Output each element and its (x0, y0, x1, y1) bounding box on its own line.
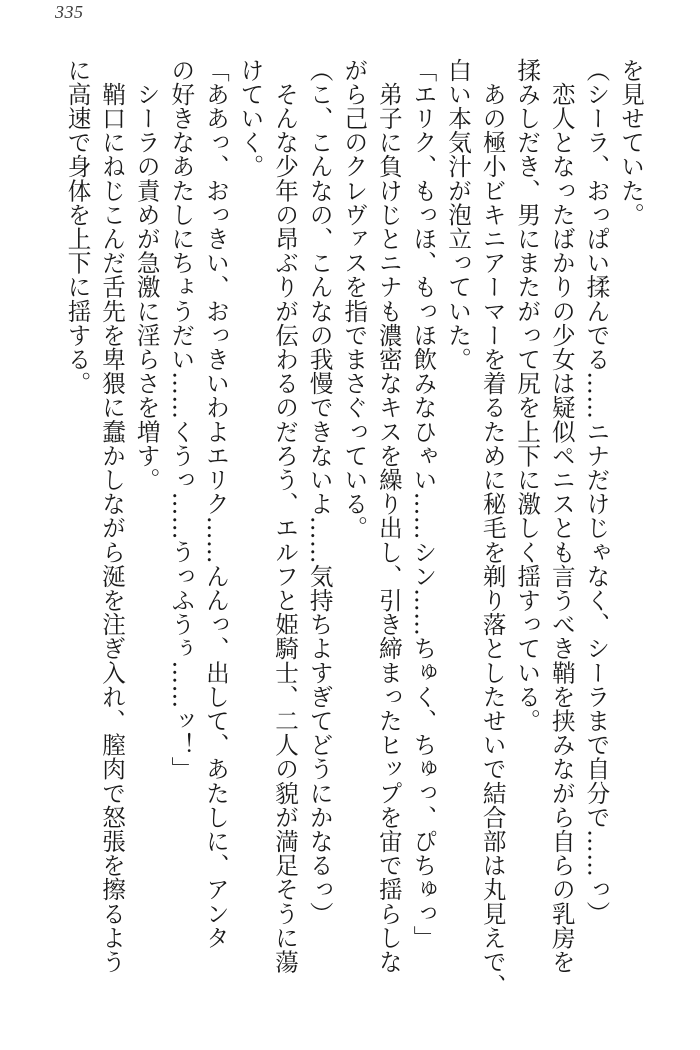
text-line: を見せていた。 (617, 58, 645, 227)
text-line: シーラの責めが急激に淫らさを増す。 (132, 58, 161, 492)
text-line: がら己のクレヴァスを指でまさぐっている。 (340, 58, 369, 540)
text-line: けていく。 (236, 58, 265, 179)
text-line: （こ、こんなの、こんなの我慢できないよ……気持ちよすぎてどうにかなるっ） (305, 58, 334, 926)
text-line: の好きなあたしにちょうだい……くうっ……うっふうぅ……ッ！」 (167, 58, 196, 781)
text-line: 弟子に負けじとニナも濃密なキスを繰り出し、引き締まったヒップを宙で揺らしな (374, 58, 403, 974)
vertical-text-body (60, 58, 648, 1018)
text-line: 揉みしだき、男にまたがって尻を上下に激しく揺すっている。 (513, 58, 542, 733)
text-line: そんな少年の昂ぶりが伝わるのだろう、エルフと姫騎士、二人の貌が満足そうに蕩 (271, 58, 300, 974)
text-line: 「ああっ、おっきい、おっきいわよエリク……んんっ、出して、あたしに、アンタ (201, 58, 230, 950)
text-line: あの極小ビキニアーマーを着るために秘毛を剃り落としたせいで結合部は丸見えで、 (478, 58, 507, 998)
text-line: 恋人となったばかりの少女は疑似ペニスとも言うべき鞘を挟みながら自らの乳房を (547, 58, 576, 974)
text-line: 鞘口にねじこんだ舌先を卑猥に蠢かしながら涎を注ぎ入れ、膣肉で怒張を擦るよう (98, 58, 127, 974)
page-number: 335 (55, 2, 84, 22)
text-line: 「エリク、もっほ、もっほ飲みなひゃい……シン……ちゅく、ちゅっ、ぴちゅっ」 (409, 58, 438, 950)
text-line: （シーラ、おっぱい揉んでる……ニナだけじゃなく、シーラまで自分で……っ） (582, 58, 611, 926)
text-line: 白い本気汁が泡立っていた。 (444, 58, 473, 372)
text-line: に高速で身体を上下に揺する。 (63, 58, 92, 396)
